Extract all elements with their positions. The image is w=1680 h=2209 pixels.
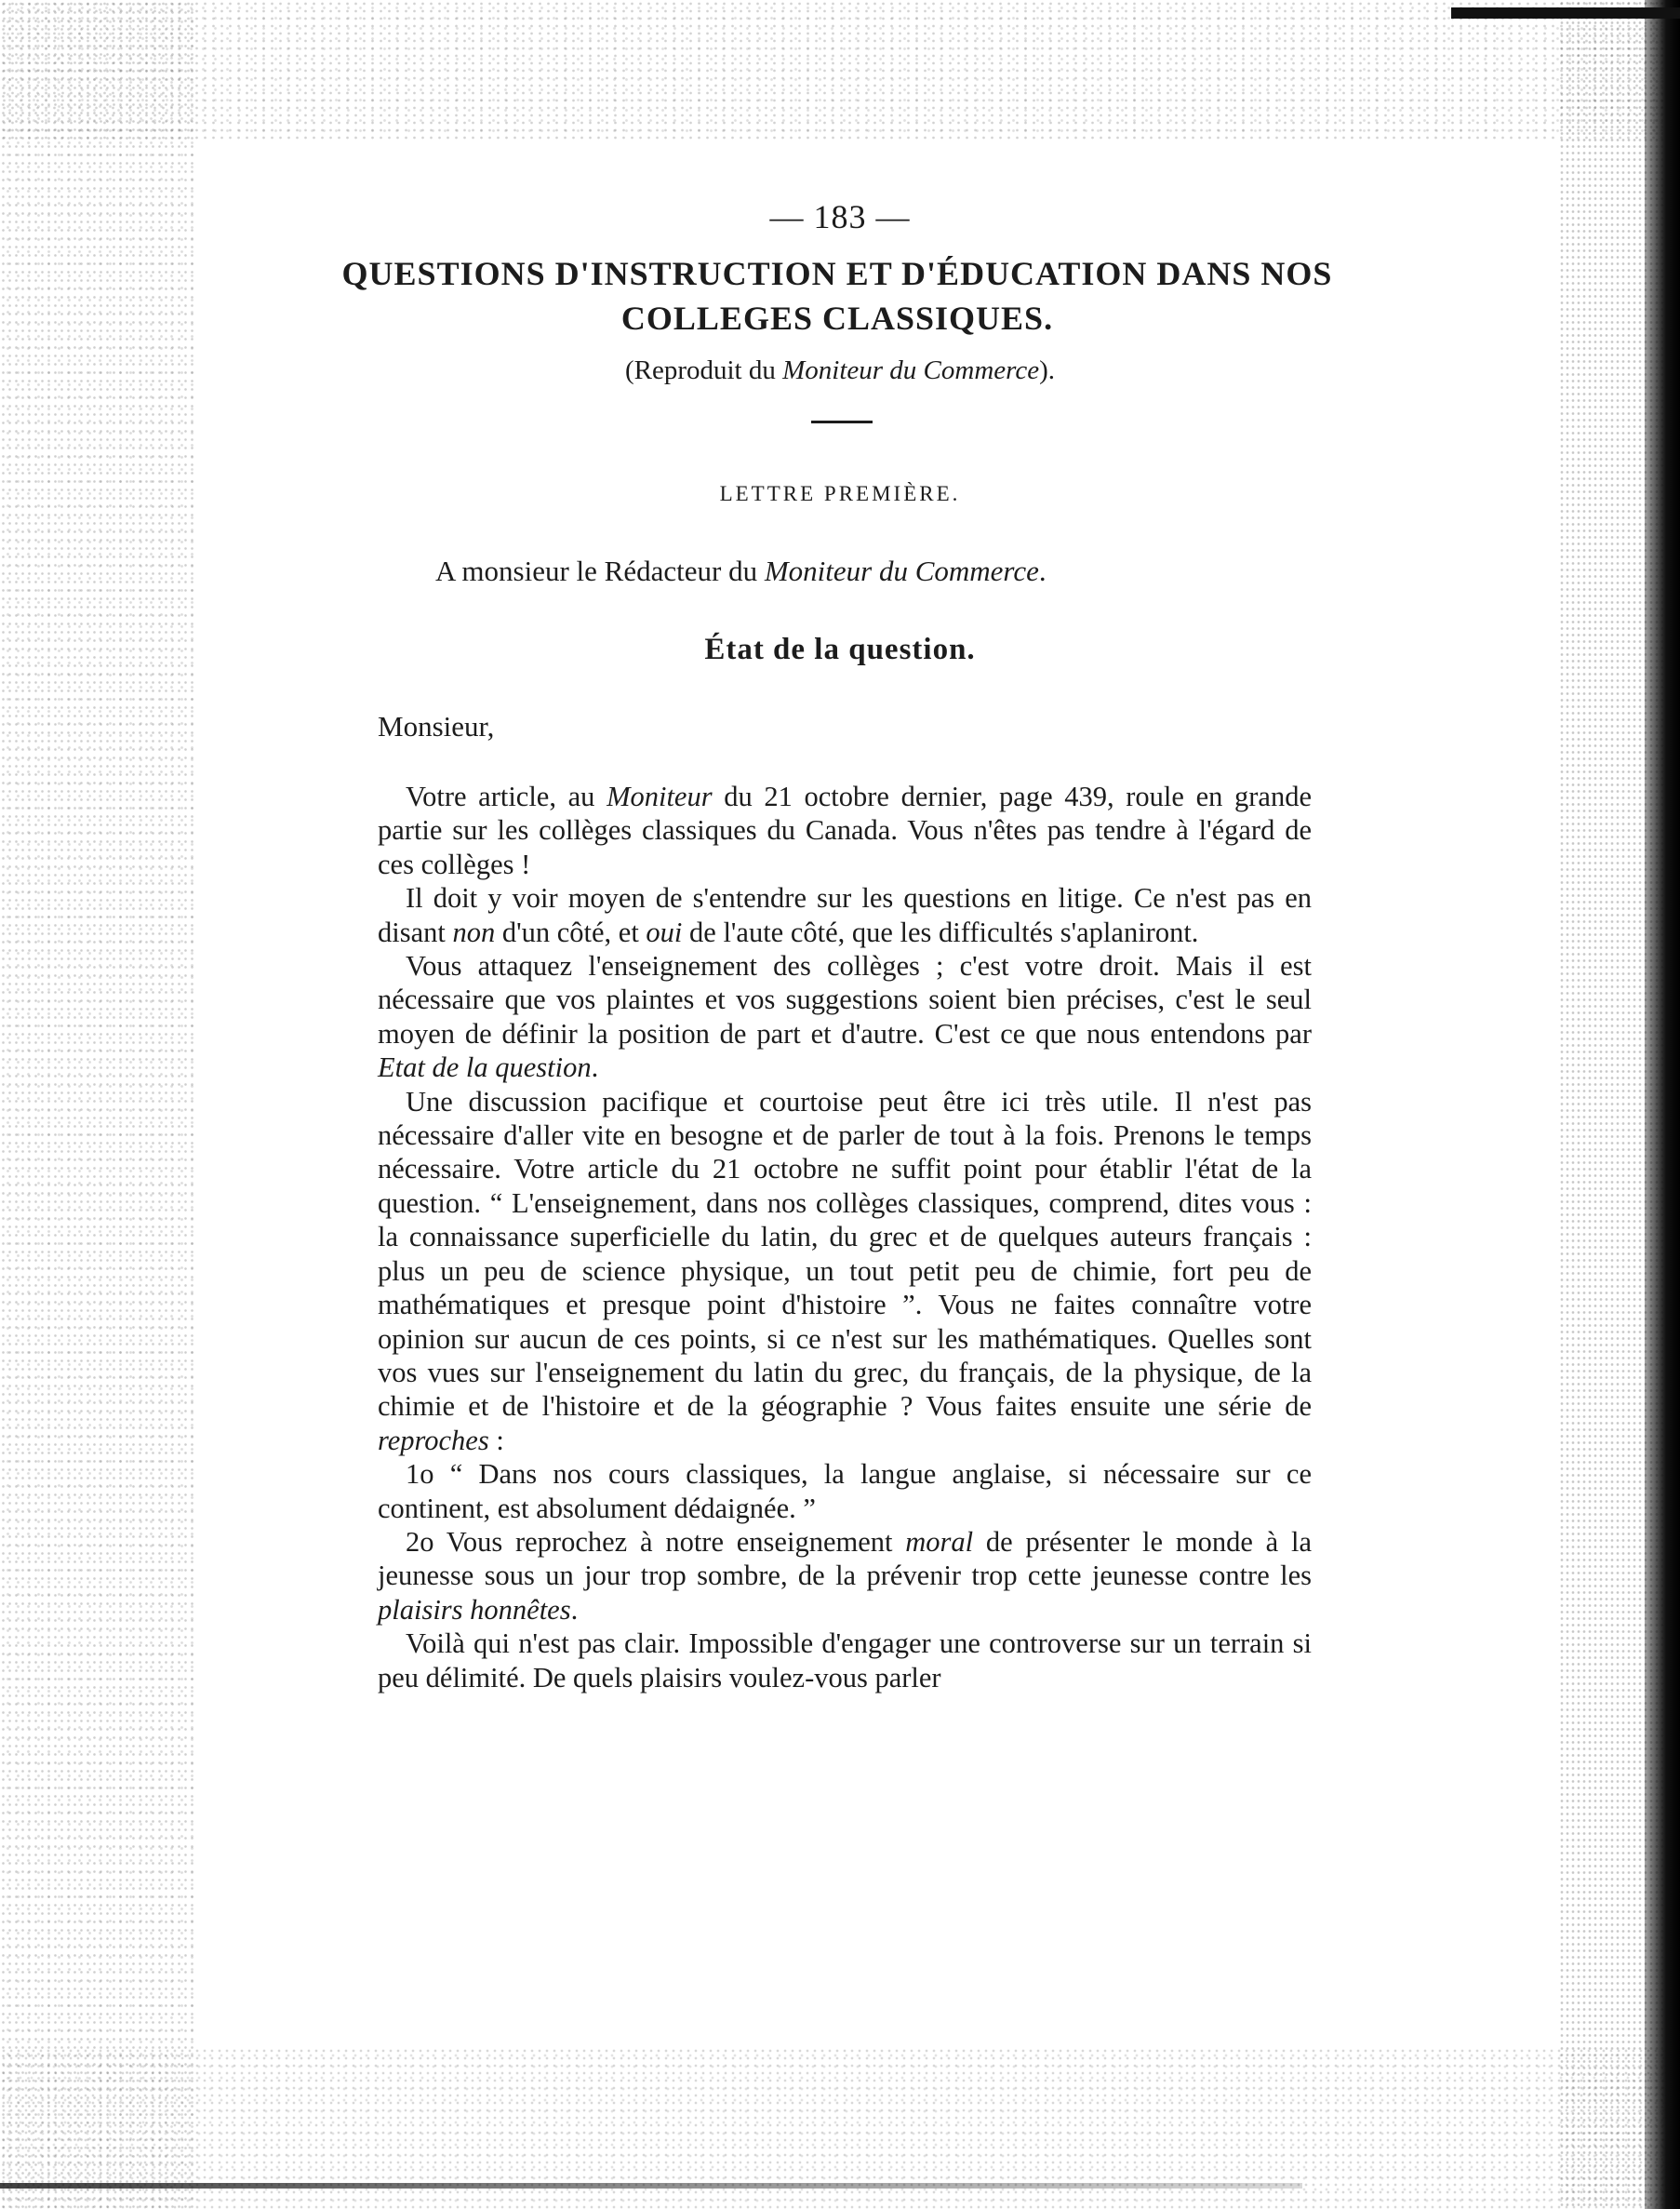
page-number: — 183 — [769,198,911,235]
paragraph-3 [378,949,1312,1085]
paragraph-6-italic-moral: moral [905,1525,974,1558]
paragraph-2-text-e: de l'aute côté, que les difficultés s'aplaniront. [682,916,1199,948]
paragraph-2-text-a: Il doit y voir moyen de s'entendre sur les questions en litige. Ce n'est pas en disant [378,882,1312,948]
article-title-line-1: QUESTIONS D'INSTRUCTION ET D'ÉDUCATION DANS NOS [341,255,1333,292]
paragraph-5: 1o “ Dans nos cours classiques, la langue anglaise, si nécessaire sur ce continent, est absolument dédaignée. ” [378,1458,1312,1524]
addressee-suffix: . [1038,555,1047,587]
paragraph-3-text-c: . [591,1051,599,1084]
salutation: Monsieur, [378,710,495,743]
paragraph-3-text-a: Vous attaquez l'enseignement des collèges ; c'est votre droit. Mais il est nécessaire que vos plaintes et vos suggestions soient bien précises, c'est le seul moyen de définir la position de part et d'autre. C'est ce que nous entendons par [378,950,1312,1050]
paragraph-6-text-a: 2o Vous reprochez à notre enseignement [406,1525,906,1558]
paragraph-6 [378,1525,1312,1627]
letter-body [378,780,1312,1694]
paragraph-2-italic-oui: oui [646,916,683,948]
paragraph-4-text-a: Une discussion pacifique et courtoise peut être ici très utile. Il n'est pas nécessaire d'aller vite en besogne et de parler de tout à la fois. Prenons le temps nécessaire. Votre article du 21 octobre ne suffit point pour établir l'état de la question. “ L'enseignement, dans nos collèges classiques, comprend, dites vous : la connaissance superficielle du latin, du grec et de quelques auteurs français : plus un peu de science physique, un tout petit peu de chimie, fort peu de mathématiques et presque point d'histoire ”. Vous ne faites connaître votre opinion sur aucun de ces points, si ce n'est sur les mathématiques. Quelles sont vos vues sur l'enseignement du latin du grec, du français, de la physique, de la chimie et de l'histoire et de la géographie ? Vous faites ensuite une série de [378,1085,1312,1423]
addressee-line [435,555,1366,588]
paragraph-3-italic: Etat de la question [378,1051,592,1084]
addressee-prefix: A monsieur le Rédacteur du [435,555,765,587]
addressee-publication: Moniteur du Commerce [764,555,1039,587]
paragraph-6-text-e: . [570,1593,579,1626]
section-title: État de la question. [704,633,976,666]
paragraph-4-italic: reproches [378,1424,489,1456]
article-title [307,251,1367,341]
paragraph-1 [378,780,1312,881]
paragraph-1-italic: Moniteur [607,781,713,812]
paragraph-2-text-c: d'un côté, et [495,916,647,948]
paragraph-1-text-a: Votre article, au [406,781,607,812]
paragraph-6-text-c: de présenter le monde à la jeunesse sous un jour trop sombre, de la prévenir trop cette jeunesse contre les [378,1525,1312,1592]
letter-heading: LETTRE PREMIÈRE. [719,482,961,505]
article-title-line-2: COLLEGES CLASSIQUES. [620,300,1054,337]
paragraph-2-italic-non: non [452,916,496,948]
subtitle-suffix: ). [1039,355,1056,385]
article-subtitle [0,355,1680,386]
paragraph-4-text-c: : [488,1424,504,1456]
paragraph-6-italic-plaisirs: plaisirs honnêtes [378,1593,571,1626]
title-rule [811,421,873,423]
paragraph-2 [378,881,1312,949]
subtitle-source: Moniteur du Commerce [782,355,1040,385]
subtitle-prefix: (Reproduit du [624,355,783,385]
paragraph-7: Voilà qui n'est pas clair. Impossible d'engager une controverse sur un terrain si peu délimité. De quels plaisirs voulez-vous parler [378,1627,1312,1694]
paragraph-4 [378,1085,1312,1457]
paragraph-1-text-c: du 21 octobre dernier, page 439, roule en grande partie sur les collèges classiques du Canada. Vous n'êtes pas tendre à l'égard de ces collèges ! [378,781,1312,880]
